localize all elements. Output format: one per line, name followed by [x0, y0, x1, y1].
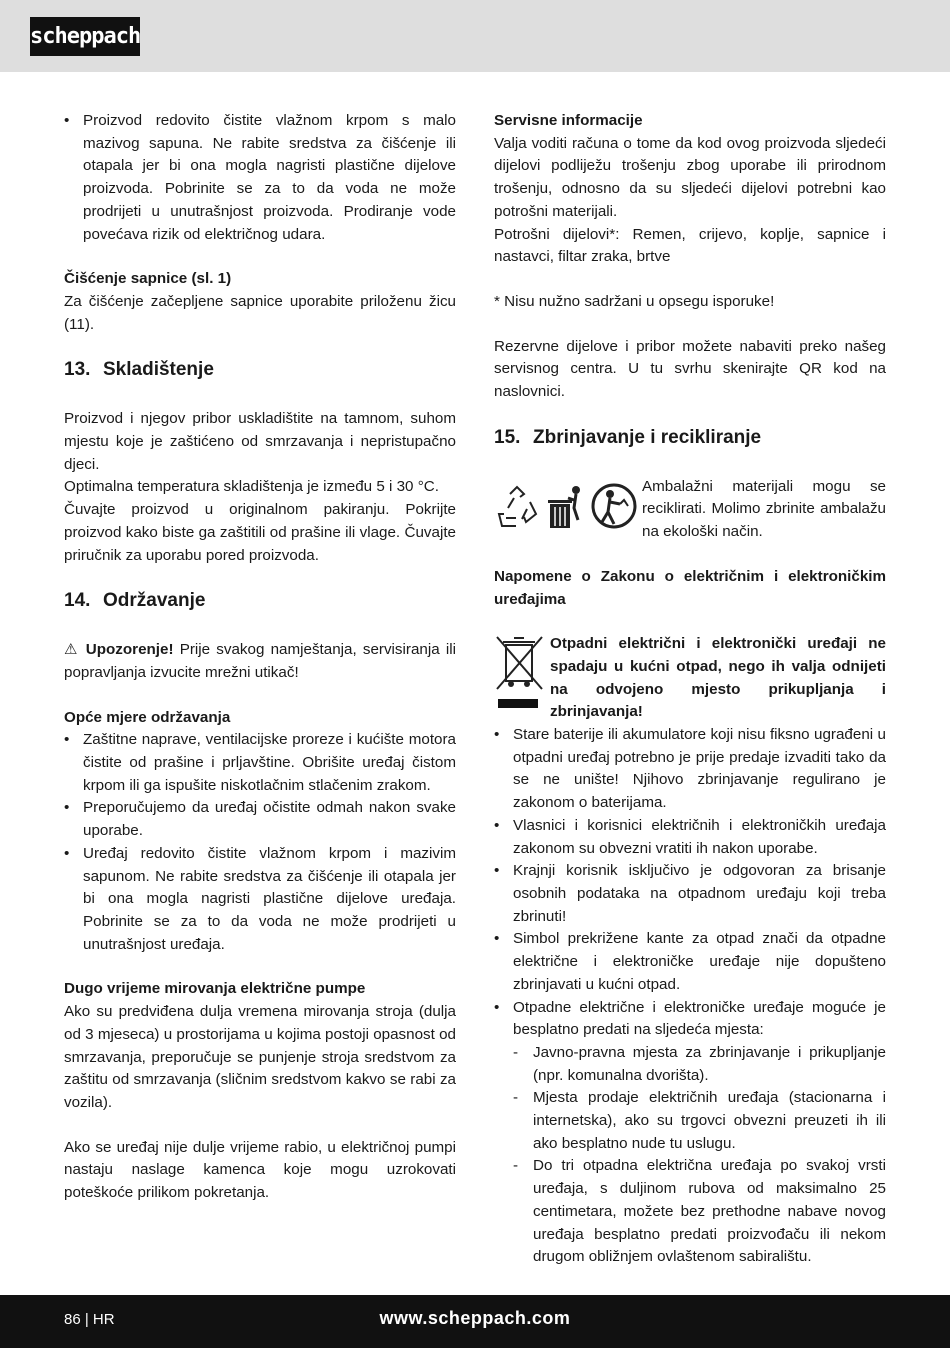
service-paragraph-2: Potrošni dijelovi*: Remen, crijevo, koplje, sapnice i nastavci, filtar zraka, brtve [494, 225, 886, 266]
list-item: • Uređaj redovito čistite vlažnom krpom i mazivim sapunom. Ne rabite sredstva za čišćenje ili otapala jer bi ona mogla nagristi plastične dijelove uređaja. Pobrinite se za to da voda ne može prodrijeti u unutrašnjost uređaja. [64, 843, 456, 957]
general-maintenance-title: Opće mjere održavanja [64, 708, 231, 726]
list-item: • Preporučujemo da uređaj očistite odmah nakon svake uporabe. [64, 797, 456, 842]
idle-pump-title: Dugo vrijeme mirovanja električne pumpe [64, 980, 366, 998]
packaging-block [494, 476, 886, 544]
list-item: • Krajnji korisnik isključivo je odgovoran za brisanje osobnih podataka na otpadnom uređaju koji treba zbrinuti! [494, 860, 886, 928]
list-item: • Otpadne električne i elektroničke uređaje moguće je besplatno predati na sljedeća mjesta: [494, 997, 886, 1042]
nozzle-cleaning-text: Za čišćenje začepljene sapnice uporabite priloženu žicu (11). [64, 292, 456, 333]
nozzle-cleaning-title: Čišćenje sapnice (sl. 1) [64, 270, 232, 288]
service-paragraph-1: Valja voditi računa o tome da kod ovog proizvoda sljedeći dijelovi podliježu trošenju zbog uporabe ili prirodnom trošenju, odnosno da su sljedeći dijelovi potrebni kao potrošni materijali. [494, 134, 886, 220]
scheppach-logo: scheppach [30, 17, 140, 56]
trash-bin-person-icon [546, 484, 584, 530]
intro-list [64, 110, 456, 246]
service-paragraph-3: Rezervne dijelove i pribor možete nabaviti preko našeg servisnog centra. U tu svrhu skenirajte QR kod na naslovnici. [494, 337, 886, 401]
storage-paragraph-3: Čuvajte proizvod u originalnom pakiranju. Pokrijte proizvod kako biste ga zaštitili od prašine ili vlage. Čuvajte priručnik za uporabu pored proizvoda. [64, 501, 456, 564]
storage-paragraph-2: Optimalna temperatura skladištenja je između 5 i 30 °C. [64, 478, 439, 496]
crossed-bin-icon [494, 633, 546, 713]
weee-block [494, 633, 886, 724]
list-item: • Stare baterije ili akumulatore koji nisu fiksno ugrađeni u otpadni uređaj potrebno je prije predaje izvaditi tako da se ne unište! Njihovo zbrinjavanje regulirano je zakonom o baterijama. [494, 724, 886, 815]
section-13-heading: 13. Skladištenje [64, 359, 214, 381]
weee-warning-text: Otpadni električni i elektronički uređaji ne spadaju u kućni otpad, nego ih valja odnijeti na odvojeno mjesto prikupljanja i zbrinjavanja! [550, 635, 886, 721]
service-footnote: * Nisu nužno sadržani u opsegu isporuke! [494, 292, 775, 310]
list-item: • Zaštitne naprave, ventilacijske proreze i kućište motora čistite od prašine i prljavštine. Obrišite uređaj čistom krpom ili ga ispušite niskotlačnim stlačenim zrakom. [64, 729, 456, 797]
list-item: - Do tri otpadna električna uređaja po svakoj vrsti uređaja, s duljinom rubova od maksimalno 25 centimetara, možete bez prethodne nabave novog uređaja besplatno predati proizvođaču ili nekom drugom obližnjem ovlaštenom sabiralištu. [494, 1155, 886, 1269]
list-item: - Mjesta prodaje električnih uređaja (stacionarna i internetska), ako su trgovci obvezni preuzeti ih ili ako besplatno nude tu uslugu. [494, 1087, 886, 1155]
left-column [64, 110, 456, 1205]
service-info-title: Servisne informacije [494, 112, 643, 129]
recycling-icons [494, 476, 640, 544]
intro-bullet: • Proizvod redovito čistite vlažnom krpom s malo mazivog sapuna. Ne rabite sredstva za čišćenje ili otapala jer bi ona mogla nagristi plastične dijelove proizvoda. Pobrinite se za to da voda ne može prodrijeti u unutrašnjost proizvoda. Prodiranje vode povećava rizik od električnog udara. [64, 110, 456, 246]
page-footer [0, 1295, 950, 1348]
idle-paragraph-1: Ako su predviđena dulja vremena mirovanja stroja (dulja od 3 mjeseca) u prostorijama u kojima postoji opasnost od smrzavanja, preporučuje se punjenje stroja sredstvom za zaštitu od smrzavanja (sličnim sredstvom kakvo se rabi za vozila). [64, 1003, 456, 1111]
list-item: • Vlasnici i korisnici električnih i elektroničkih uređaja zakonom su obvezni vratiti ih nakon uporabe. [494, 815, 886, 860]
recycle-icon [494, 484, 540, 530]
right-column [494, 110, 886, 1269]
weee-law-title: Napomene o Zakonu o električnim i elektroničkim uređajima [494, 567, 886, 608]
packaging-text: Ambalažni materijali mogu se reciklirati. Molimo zbrinite ambalažu na ekološki način. [642, 477, 886, 541]
section-15-heading: 15. Zbrinjavanje i recikliranje [494, 426, 762, 448]
recycling-person-icon [590, 482, 638, 530]
storage-paragraph-1: Proizvod i njegov pribor uskladištite na tamnom, suhom mjestu koje je zaštićeno od smrzavanja i nepristupačno djeci. [64, 410, 456, 473]
list-item: - Javno-pravna mjesta za zbrinjavanje i prikupljanje (npr. komunalna dvorišta). [494, 1042, 886, 1087]
weee-list [494, 724, 886, 1042]
website-link[interactable]: www.scheppach.com [379, 1308, 571, 1328]
list-item: • Simbol prekrižene kante za otpad znači da otpadne električne i elektroničke uređaje nije dopušteno zbrinjavati u kućni otpad. [494, 928, 886, 996]
general-maintenance-list [64, 729, 456, 956]
collection-points-list [494, 1042, 886, 1269]
idle-paragraph-2: Ako se uređaj nije dulje vrijeme rabio, u električnoj pumpi nastaju naslage kamenca koje mogu uzrokovati poteškoće prilikom pokretanja. [64, 1138, 456, 1202]
page-number: 86 | HR [64, 1311, 115, 1328]
section-14-heading: 14. Održavanje [64, 590, 206, 612]
page-header [0, 0, 950, 72]
warning-paragraph: ⚠ Upozorenje! Prije svakog namještanja, servisiranja ili popravljanja izvucite mrežni utikač! [64, 641, 456, 681]
warning-triangle-icon: ⚠ [64, 641, 80, 659]
